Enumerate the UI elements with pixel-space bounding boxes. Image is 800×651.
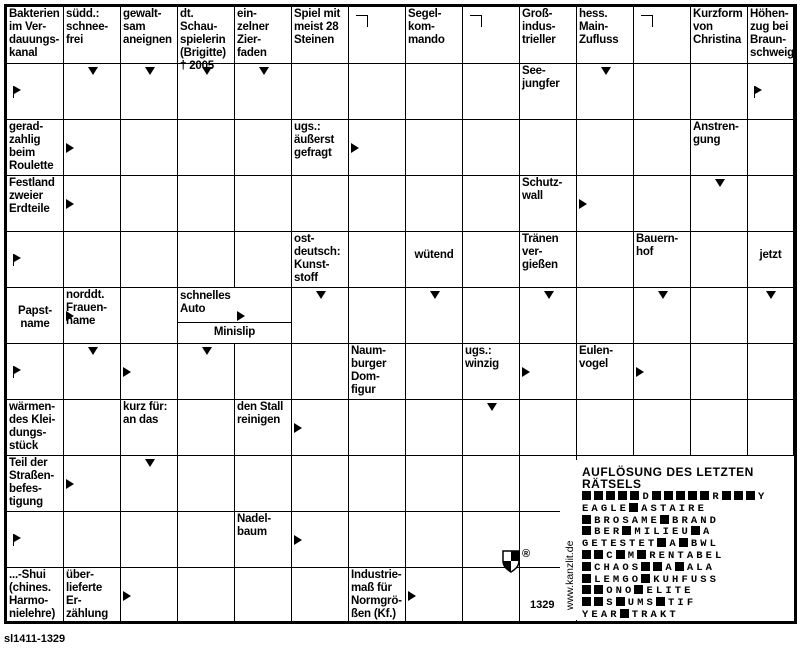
arrow-down-icon: [145, 67, 155, 75]
arrow-right-icon: [66, 199, 74, 209]
clue-text: dt. Schau- spielerin (Brigitte) † 2005: [180, 8, 226, 72]
arrow-down-icon: [145, 459, 155, 467]
clue-cell: [463, 344, 520, 400]
clue-text: Nadel- baum: [237, 513, 271, 538]
arrow-right-icon: [636, 367, 644, 377]
solution-block: [660, 515, 669, 524]
website-label[interactable]: www.kanzlit.de: [564, 540, 576, 610]
solution-panel: [560, 460, 790, 620]
clue-cell: [121, 400, 178, 456]
clue-text: Anstren- gung: [693, 121, 739, 146]
arrow-down-icon: [544, 291, 554, 299]
solution-block: [582, 597, 591, 606]
clue-text: ugs.: winzig: [465, 345, 499, 370]
flag-arrow-icon: [13, 366, 14, 378]
clue-text: Teil der Straßen- befes- tigung: [9, 457, 55, 508]
solution-block: [637, 550, 646, 559]
corner-arrow-icon: [641, 15, 653, 27]
solution-block: [664, 491, 673, 500]
clue-text: wärmen- des Klei- dungs- stück: [9, 401, 56, 452]
clue-text: Spiel mit meist 28 Steinen: [294, 8, 341, 46]
answer-cell[interactable]: [178, 120, 235, 176]
answer-cell[interactable]: [292, 176, 349, 232]
answer-cell[interactable]: [349, 288, 406, 344]
answer-cell[interactable]: [406, 456, 463, 512]
answer-cell[interactable]: [406, 64, 463, 120]
arrow-down-icon: [88, 67, 98, 75]
clue-cell: [748, 232, 794, 288]
answer-cell[interactable]: [178, 568, 235, 624]
solution-block: [653, 562, 662, 571]
answer-cell[interactable]: [64, 512, 121, 568]
solution-block: [582, 515, 591, 524]
answer-cell[interactable]: [235, 568, 292, 624]
corner-arrow-icon: [356, 15, 368, 27]
arrow-down-icon: [316, 291, 326, 299]
solution-block: [641, 562, 650, 571]
clue-cell: [520, 64, 577, 120]
puzzle-number: 1329: [530, 599, 555, 611]
answer-cell[interactable]: [121, 232, 178, 288]
clue-cell: [235, 7, 292, 64]
puzzle-id: sl1411-1329: [4, 633, 66, 645]
arrow-down-icon: [202, 67, 212, 75]
kanzlit-shield-logo: [502, 549, 520, 573]
clue-text: gewalt- sam aneignen: [123, 8, 172, 46]
answer-cell[interactable]: [691, 64, 748, 120]
answer-cell[interactable]: [235, 456, 292, 512]
clue-text: gerad- zahlig beim Roulette: [9, 121, 54, 172]
answer-cell[interactable]: [691, 288, 748, 344]
clue-text: kurz für: an das: [123, 401, 168, 426]
clue-cell: [7, 456, 64, 512]
answer-cell[interactable]: [577, 232, 634, 288]
clue-text: Tränen ver- gießen: [522, 233, 559, 271]
solution-block: [634, 585, 643, 594]
solution-block: [594, 550, 603, 559]
solution-block: [594, 585, 603, 594]
answer-cell[interactable]: [64, 232, 121, 288]
clue-cell: [7, 400, 64, 456]
clue-text: Festland zweier Erdteile: [9, 177, 55, 215]
arrow-right-icon: [66, 143, 74, 153]
answer-cell[interactable]: [634, 64, 691, 120]
solution-row: BROSAME BRAND: [582, 515, 767, 527]
answer-cell[interactable]: [691, 400, 748, 456]
clue-cell: [7, 568, 64, 624]
clue-cell: [748, 7, 794, 64]
arrow-right-icon: [579, 199, 587, 209]
answer-cell[interactable]: [577, 288, 634, 344]
answer-cell[interactable]: [349, 456, 406, 512]
arrow-down-icon: [658, 291, 668, 299]
clue-cell: [349, 568, 406, 624]
solution-block: [582, 550, 591, 559]
solution-block: [657, 538, 666, 547]
answer-cell[interactable]: [463, 568, 520, 624]
answer-cell[interactable]: [691, 232, 748, 288]
flag-arrow-icon: [13, 254, 14, 266]
registered-mark: ®: [522, 548, 531, 560]
solution-row: S UMS TIF: [582, 597, 767, 609]
clue-cell: [178, 7, 235, 72]
answer-cell[interactable]: [463, 456, 520, 512]
solution-block: [616, 597, 625, 606]
solution-block: [594, 491, 603, 500]
arrow-right-icon: [123, 591, 131, 601]
solution-block: [629, 503, 638, 512]
clue-cell: [691, 120, 748, 176]
answer-cell[interactable]: [577, 400, 634, 456]
clue-cell: [64, 568, 121, 624]
arrow-right-icon: [294, 535, 302, 545]
answer-cell[interactable]: [406, 400, 463, 456]
flag-arrow-icon: [13, 534, 14, 546]
clue-text: Industrie- maß für Normgrö- ßen (Kf.): [351, 569, 402, 620]
answer-cell[interactable]: [121, 120, 178, 176]
answer-cell[interactable]: [292, 344, 349, 400]
answer-cell[interactable]: [748, 120, 794, 176]
solution-block: [582, 574, 591, 583]
answer-cell[interactable]: [349, 400, 406, 456]
arrow-down-icon: [202, 347, 212, 355]
answer-cell[interactable]: [349, 512, 406, 568]
answer-cell[interactable]: [406, 120, 463, 176]
solution-block: [641, 574, 650, 583]
clue-text: wütend: [414, 249, 454, 261]
arrow-down-icon: [766, 291, 776, 299]
arrow-right-icon: [351, 143, 359, 153]
clue-text: über- lieferte Er- zählung: [66, 569, 109, 620]
solution-block: [582, 562, 591, 571]
clue-cell: [520, 176, 577, 232]
solution-block: [620, 609, 629, 618]
clue-text: südd.: schnee- frei: [66, 8, 109, 46]
solution-row: ONO ELITE: [582, 585, 767, 597]
solution-block: [622, 526, 631, 535]
solution-grid: [582, 491, 767, 621]
solution-block: [734, 491, 743, 500]
clue-cell: [634, 232, 691, 288]
arrow-down-icon: [601, 67, 611, 75]
answer-cell[interactable]: [463, 176, 520, 232]
solution-block: [618, 491, 627, 500]
answer-cell[interactable]: [178, 232, 235, 288]
solution-block: [722, 491, 731, 500]
answer-cell[interactable]: [634, 400, 691, 456]
solution-row: C M RENTABEL: [582, 550, 767, 562]
solution-row: CHAOS A ALA: [582, 562, 767, 574]
clue-cell: [292, 232, 349, 288]
clue-cell: [7, 7, 64, 64]
solution-block: [582, 585, 591, 594]
answer-cell[interactable]: [520, 120, 577, 176]
clue-text: den Stall reinigen: [237, 401, 284, 426]
clue-text: Groß- indus- trieller: [522, 8, 556, 46]
solution-block: [582, 491, 591, 500]
clue-text: ein- zelner Zier- faden: [237, 8, 270, 59]
answer-cell[interactable]: [520, 400, 577, 456]
arrow-right-icon: [123, 367, 131, 377]
clue-text: See- jungfer: [522, 65, 560, 90]
arrow-right-icon: [237, 311, 245, 321]
clue-text: Höhen- zug bei Braun- schweig: [750, 8, 794, 59]
arrow-down-icon: [88, 347, 98, 355]
clue-cell: [349, 344, 406, 400]
clue-cell: [235, 512, 292, 568]
answer-cell[interactable]: [349, 64, 406, 120]
answer-cell[interactable]: [235, 176, 292, 232]
clue-text: Naum- burger Dom- figur: [351, 345, 387, 396]
clue-cell: [520, 232, 577, 288]
arrow-right-icon: [522, 367, 530, 377]
clue-cell: [577, 344, 634, 400]
answer-cell[interactable]: [463, 64, 520, 120]
clue-text: schnelles Auto: [180, 290, 231, 315]
solution-block: [630, 491, 639, 500]
clue-cell: [292, 120, 349, 176]
arrow-right-icon: [66, 311, 74, 321]
solution-row: D R Y: [582, 491, 767, 503]
clue-divider: [178, 322, 291, 323]
flag-arrow-icon: [754, 86, 755, 98]
clue-text: Bakterien im Ver- dauungs- kanal: [9, 8, 60, 59]
solution-block: [691, 526, 700, 535]
answer-cell[interactable]: [292, 64, 349, 120]
clue-cell: [520, 7, 577, 64]
clue-cell: [292, 7, 349, 64]
answer-cell[interactable]: [121, 176, 178, 232]
corner-arrow-icon: [470, 15, 482, 27]
solution-block: [679, 538, 688, 547]
answer-cell[interactable]: [64, 400, 121, 456]
answer-cell[interactable]: [178, 512, 235, 568]
answer-cell[interactable]: [406, 344, 463, 400]
answer-cell[interactable]: [121, 288, 178, 344]
answer-cell[interactable]: [691, 344, 748, 400]
arrow-down-icon: [715, 179, 725, 187]
arrow-down-icon: [487, 403, 497, 411]
clue-text: ugs.: äußerst gefragt: [294, 121, 335, 159]
clue-cell: [121, 7, 178, 64]
answer-cell[interactable]: [577, 120, 634, 176]
answer-cell[interactable]: [634, 120, 691, 176]
answer-cell[interactable]: [235, 232, 292, 288]
clue-cell: [691, 7, 748, 64]
arrow-down-icon: [259, 67, 269, 75]
answer-cell[interactable]: [463, 232, 520, 288]
answer-cell[interactable]: [748, 400, 794, 456]
clue-text: ost- deutsch: Kunst- stoff: [294, 233, 341, 284]
answer-cell[interactable]: [178, 176, 235, 232]
answer-cell[interactable]: [292, 568, 349, 624]
answer-cell[interactable]: [121, 512, 178, 568]
answer-cell[interactable]: [178, 400, 235, 456]
solution-block: [700, 491, 709, 500]
arrow-right-icon: [408, 591, 416, 601]
arrow-right-icon: [66, 479, 74, 489]
clue-text: ...-Shui (chines. Harmo- nielehre): [9, 569, 56, 620]
answer-cell[interactable]: [178, 456, 235, 512]
solution-row: EAGLE ASTAIRE: [582, 502, 707, 515]
clue-cell: [577, 7, 634, 64]
clue-cell: [406, 232, 463, 288]
answer-cell[interactable]: [634, 176, 691, 232]
arrow-down-icon: [430, 291, 440, 299]
solution-block: [594, 597, 603, 606]
clue-text: Papst- name: [18, 305, 52, 330]
clue-text: hess. Main- Zufluss: [579, 8, 619, 46]
answer-cell[interactable]: [235, 120, 292, 176]
answer-cell[interactable]: [349, 176, 406, 232]
solution-block: [688, 491, 697, 500]
clue-cell: [64, 7, 121, 64]
answer-cell[interactable]: [292, 456, 349, 512]
clue-cell: [7, 176, 64, 232]
solution-title: AUFLÖSUNG DES LETZTEN RÄTSELS: [582, 465, 754, 491]
flag-arrow-icon: [13, 86, 14, 98]
answer-cell[interactable]: [235, 344, 292, 400]
clue-cell: [406, 7, 463, 64]
clue-cell: [178, 288, 292, 344]
solution-block: [616, 550, 625, 559]
clue-cell: [7, 288, 64, 344]
clue-text: Minislip: [213, 326, 256, 338]
answer-cell[interactable]: [349, 232, 406, 288]
answer-cell[interactable]: [406, 176, 463, 232]
solution-row: LEMGO KUHFUSS: [582, 574, 767, 586]
answer-cell[interactable]: [463, 288, 520, 344]
solution-block: [656, 597, 665, 606]
clue-text: Schutz- wall: [522, 177, 563, 202]
answer-cell[interactable]: [748, 176, 794, 232]
solution-block: [582, 526, 591, 535]
clue-text: norddt. Frauen- name: [66, 289, 107, 327]
clue-text: Segel- kom- mando: [408, 8, 445, 46]
clue-cell: [7, 120, 64, 176]
clue-text: Eulen- vogel: [579, 345, 613, 370]
solution-block: [675, 562, 684, 571]
solution-row: YEAR TRAKT: [582, 608, 679, 621]
clue-text: jetzt: [759, 249, 782, 261]
clue-text: Bauern- hof: [636, 233, 679, 258]
solution-block: [746, 491, 755, 500]
clue-text: Kurzform von Christina: [693, 8, 743, 46]
answer-cell[interactable]: [748, 344, 794, 400]
answer-cell[interactable]: [463, 120, 520, 176]
solution-block: [606, 491, 615, 500]
solution-row: GETESTET A BWL: [582, 538, 720, 551]
arrow-right-icon: [294, 423, 302, 433]
solution-row: BER MILIEU A: [582, 526, 767, 538]
answer-cell[interactable]: [406, 512, 463, 568]
solution-block: [652, 491, 661, 500]
clue-cell: [235, 400, 292, 456]
solution-block: [676, 491, 685, 500]
